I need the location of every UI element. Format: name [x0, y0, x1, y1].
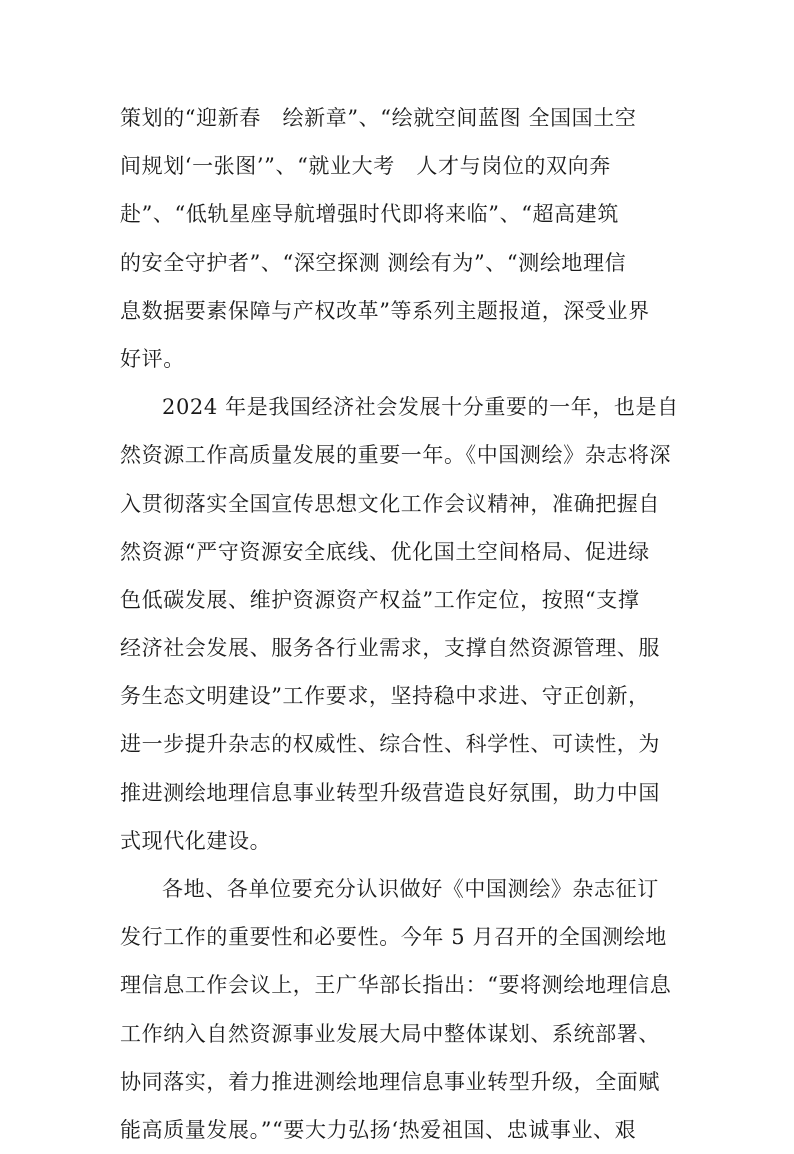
- text-line: 色低碳发展、维护资源资产权益”工作定位，按照“支撑: [120, 587, 640, 612]
- text-line: 务生态文明建设”工作要求，坚持稳中求进、守正创新，: [120, 684, 650, 709]
- text-line: 式现代化建设。: [120, 828, 272, 853]
- text-line: 间规划‘一张图’”、“就业大考 人才与岗位的双向奔: [120, 154, 611, 179]
- text-line: 协同落实，着力推进测绘地理信息事业转型升级，全面赋: [120, 1069, 660, 1094]
- text-line: 工作纳入自然资源事业发展大局中整体谋划、系统部署、: [120, 1021, 660, 1046]
- text-line: 然资源“严守资源安全底线、优化国土空间格局、促进绿: [120, 539, 650, 564]
- text-line: 的安全守护者”、“深空探测 测绘有为”、“测绘地理信: [120, 250, 627, 275]
- text-line: 策划的“迎新春 绘新章”、“绘就空间蓝图 全国国土空: [120, 106, 637, 130]
- text-line: 进一步提升杂志的权威性、综合性、科学性、可读性，为: [120, 732, 660, 757]
- text-line: 推进测绘地理信息事业转型升级营造良好氛围，助力中国: [120, 780, 660, 805]
- text-line: 赴”、“低轨星座导航增强时代即将来临”、“超高建筑: [120, 202, 619, 227]
- document-body: [120, 94, 680, 1154]
- text-line: 发行工作的重要性和必要性。今年 5 月召开的全国测绘地: [120, 925, 667, 950]
- text-line: 息数据要素保障与产权改革”等系列主题报道，深受业界: [120, 298, 650, 323]
- text-line: 各地、各单位要充分认识做好《中国测绘》杂志征订: [162, 877, 659, 901]
- text-line: 好评。: [120, 346, 185, 371]
- paragraph-1: [120, 94, 680, 383]
- text-line: 能高质量发展。”“要大力弘扬‘热爱祖国、忠诚事业、艰: [120, 1117, 637, 1142]
- paragraph-3: [120, 865, 680, 1154]
- text-line: 经济社会发展、服务各行业需求，支撑自然资源管理、服: [120, 636, 660, 661]
- text-line: 2024 年是我国经济社会发展十分重要的一年，也是自: [162, 395, 679, 420]
- paragraph-2: [120, 383, 680, 865]
- text-line: 入贯彻落实全国宣传思想文化工作会议精神，准确把握自: [120, 491, 660, 516]
- text-line: 然资源工作高质量发展的重要一年。《中国测绘》杂志将深: [120, 443, 672, 468]
- text-line: 理信息工作会议上，王广华部长指出：“要将测绘地理信息: [120, 973, 672, 998]
